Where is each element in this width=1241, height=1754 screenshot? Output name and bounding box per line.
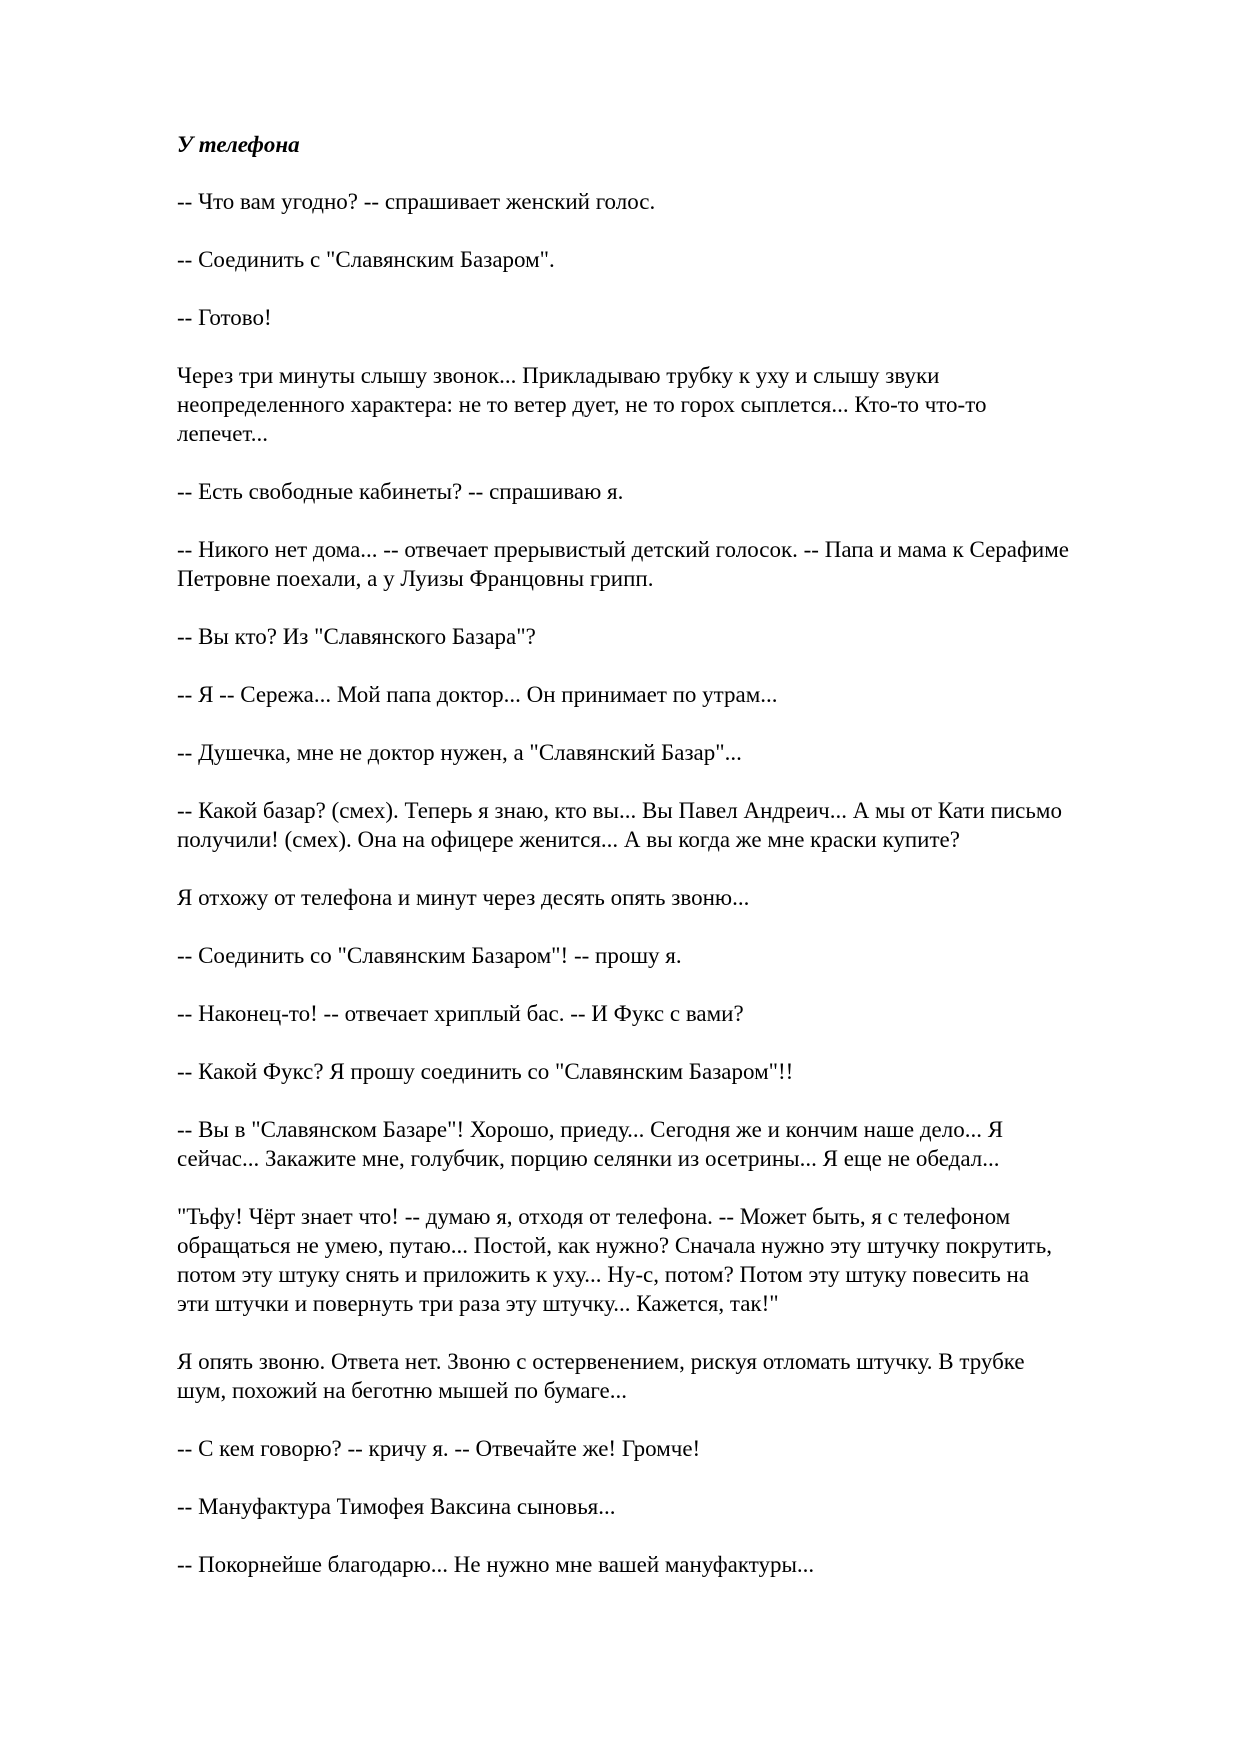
paragraph	[177, 738, 1162, 767]
paragraph	[177, 187, 1162, 216]
text-line: Я опять звоню. Ответа нет. Звоню с остервенением, рискуя отломать штучку. В трубке	[177, 1349, 1025, 1374]
paragraph	[177, 1202, 1162, 1318]
text-line: -- С кем говорю? -- кричу я. -- Отвечайте же! Громче!	[177, 1436, 701, 1461]
text-line: получили! (смех). Она на офицере женится... А вы когда же мне краски купите?	[177, 827, 960, 852]
paragraph	[177, 477, 1162, 506]
text-line: -- Какой базар? (смех). Теперь я знаю, кто вы... Вы Павел Андреич... А мы от Кати письмо	[177, 798, 1062, 823]
paragraph	[177, 1492, 1162, 1521]
text-line: -- Я -- Сережа... Мой папа доктор... Он принимает по утрам...	[177, 682, 778, 707]
text-line: -- Вы кто? Из "Славянского Базара"?	[177, 624, 536, 649]
paragraph	[177, 883, 1162, 912]
paragraph	[177, 1550, 1162, 1579]
text-line: сейчас... Закажите мне, голубчик, порцию селянки из осетрины... Я еще не обедал...	[177, 1146, 1000, 1171]
paragraph	[177, 1115, 1162, 1173]
text-line: -- Есть свободные кабинеты? -- спрашиваю я.	[177, 479, 624, 504]
text-line: шум, похожий на беготню мышей по бумаге...	[177, 1378, 627, 1403]
text-line: -- Готово!	[177, 305, 272, 330]
paragraph	[177, 535, 1162, 593]
paragraph	[177, 361, 1162, 448]
paragraph	[177, 1347, 1162, 1405]
text-line: Через три минуты слышу звонок... Прикладываю трубку к уху и слышу звуки	[177, 363, 940, 388]
document-page	[177, 130, 1162, 1608]
paragraph	[177, 303, 1162, 332]
document-title: У телефона	[177, 132, 300, 157]
paragraph	[177, 622, 1162, 651]
paragraph	[177, 680, 1162, 709]
paragraph	[177, 1434, 1162, 1463]
text-line: Я отхожу от телефона и минут через десять опять звоню...	[177, 885, 750, 910]
paragraph	[177, 999, 1162, 1028]
text-line: -- Никого нет дома... -- отвечает прерывистый детский голосок. -- Папа и мама к Серафиме	[177, 537, 1069, 562]
paragraph	[177, 245, 1162, 274]
text-line: -- Какой Фукс? Я прошу соединить со "Славянским Базаром"!!	[177, 1059, 794, 1084]
paragraph	[177, 941, 1162, 970]
document-body	[177, 187, 1162, 1579]
text-line: Петровне поехали, а у Луизы Францовны грипп.	[177, 566, 654, 591]
text-line: -- Наконец-то! -- отвечает хриплый бас. -- И Фукс с вами?	[177, 1001, 744, 1026]
paragraph	[177, 796, 1162, 854]
text-line: -- Покорнейше благодарю... Не нужно мне вашей мануфактуры...	[177, 1552, 815, 1577]
text-line: -- Душечка, мне не доктор нужен, а "Славянский Базар"...	[177, 740, 742, 765]
text-line: эти штучки и повернуть три раза эту штучку... Кажется, так!"	[177, 1291, 779, 1316]
paragraph	[177, 1057, 1162, 1086]
text-line: -- Вы в "Славянском Базаре"! Хорошо, приеду... Сегодня же и кончим наше дело... Я	[177, 1117, 1004, 1142]
text-line: -- Что вам угодно? -- спрашивает женский голос.	[177, 189, 656, 214]
text-line: "Тьфу! Чёрт знает что! -- думаю я, отходя от телефона. -- Может быть, я с телефоном	[177, 1204, 1011, 1229]
text-line: -- Соединить с "Славянским Базаром".	[177, 247, 555, 272]
text-line: потом эту штуку снять и приложить к уху... Ну-с, потом? Потом эту штуку повесить на	[177, 1262, 1030, 1287]
text-line: лепечет...	[177, 421, 268, 446]
text-line: -- Мануфактура Тимофея Ваксина сыновья...	[177, 1494, 616, 1519]
text-line: обращаться не умею, путаю... Постой, как нужно? Сначала нужно эту штучку покрутить,	[177, 1233, 1052, 1258]
text-line: неопределенного характера: не то ветер дует, не то горох сыплется... Кто-то что-то	[177, 392, 987, 417]
text-line: -- Соединить со "Славянским Базаром"! -- прошу я.	[177, 943, 682, 968]
